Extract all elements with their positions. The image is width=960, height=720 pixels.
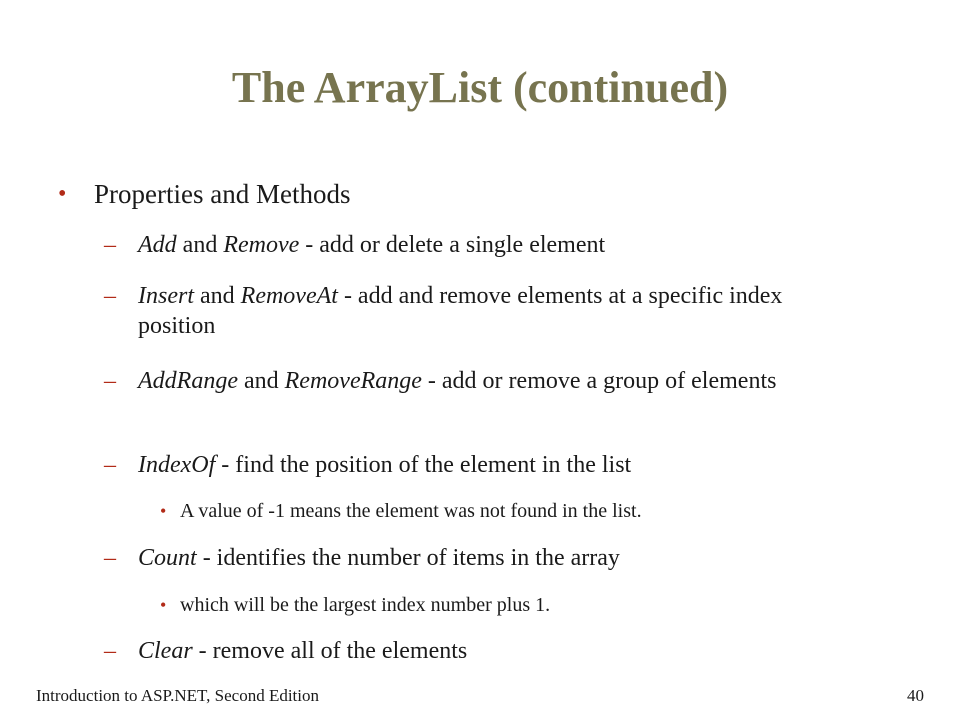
- description-text: - remove all of the elements: [192, 638, 468, 664]
- list-item: [104, 230, 864, 260]
- list-item: [104, 543, 864, 573]
- connector-text: and: [176, 232, 224, 258]
- page-number: 40: [907, 686, 924, 705]
- bullet-icon: •: [58, 181, 67, 207]
- method-name: IndexOf: [138, 452, 216, 478]
- method-name: Add: [138, 232, 177, 258]
- list-item: [104, 366, 864, 396]
- method-name: Insert: [138, 283, 194, 309]
- description-text: - add or remove a group of elements: [421, 368, 777, 394]
- method-name: Count: [138, 545, 197, 571]
- list-item-text: [138, 366, 864, 396]
- list-item-text: [138, 230, 864, 260]
- bullet-label: Properties and Methods: [94, 179, 351, 209]
- sub-note-text: which will be the largest index number plus 1.: [180, 594, 551, 616]
- list-item-text: [138, 450, 864, 480]
- dash-icon: –: [104, 452, 116, 478]
- bullet-properties-methods: [58, 177, 350, 211]
- dash-icon: –: [104, 368, 116, 394]
- list-item-text: [138, 281, 864, 341]
- sub-list-item: [160, 592, 860, 618]
- description-text: - add or delete a single element: [299, 232, 606, 258]
- sub-list-item: [160, 498, 860, 524]
- connector-text: and: [194, 283, 241, 309]
- list-item-text: [138, 636, 864, 666]
- method-name: Remove: [223, 232, 300, 258]
- dash-icon: –: [104, 545, 116, 571]
- bullet-icon: •: [160, 501, 167, 521]
- list-item: [104, 636, 864, 666]
- description-text: - find the position of the element in the list: [215, 452, 632, 478]
- method-name: AddRange: [138, 368, 238, 394]
- slide-title: The ArrayList (continued): [231, 63, 729, 112]
- connector-text: and: [237, 368, 285, 394]
- list-item: [104, 281, 864, 341]
- dash-icon: –: [104, 638, 116, 664]
- list-item-text: [138, 543, 864, 573]
- method-name: Clear: [138, 638, 193, 664]
- method-name: RemoveRange: [284, 368, 422, 394]
- description-text: - add and remove elements at a specific index position: [138, 283, 783, 339]
- method-name: RemoveAt: [240, 283, 338, 309]
- description-text: - identifies the number of items in the array: [196, 545, 620, 571]
- sub-note-text: A value of -1 means the element was not found in the list.: [180, 500, 642, 522]
- dash-icon: –: [104, 232, 116, 258]
- list-item: [104, 450, 864, 480]
- footer-book-title: Introduction to ASP.NET, Second Edition: [36, 686, 320, 705]
- bullet-icon: •: [160, 595, 167, 615]
- dash-icon: –: [104, 283, 116, 309]
